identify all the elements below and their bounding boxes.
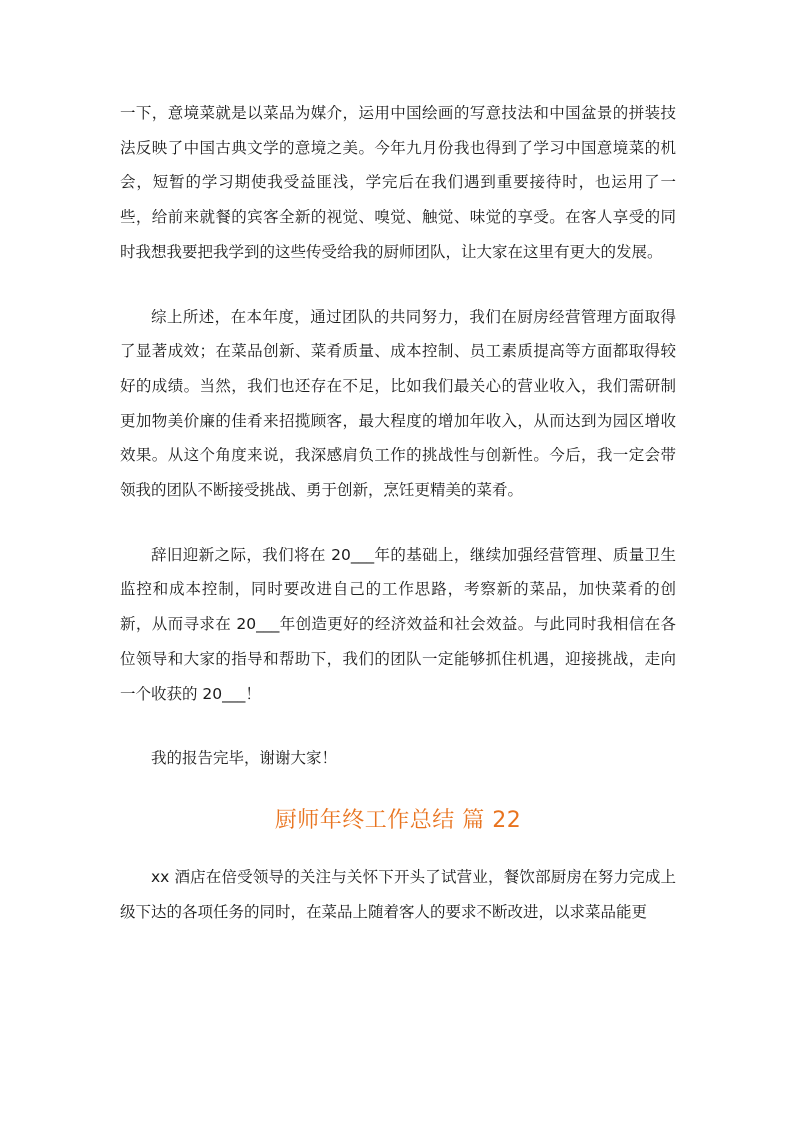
- paragraph-section-intro: xx 酒店在倍受领导的关注与关怀下开头了试营业，餐饮部厨房在努力完成上级下达的各项任务的同时，在菜品上随着客人的要求不断改进，以求菜品能更: [120, 867, 676, 921]
- paragraph-new-year-outlook: 辞旧迎新之际，我们将在 20___年的基础上，继续加强经营管理、质量卫生监控和成本控制，同时要改进自己的工作思路，考察新的菜品，加快菜肴的创新，从而寻求在 20___年创造更好的经济效益和社会效益。与此同时我相信在各位领导和大家的指导和帮助下，我们的团队一定能够抓住机遇，迎接挑战，走向一个收获的 20___！: [120, 545, 676, 703]
- paragraph-closing: 我的报告完毕，谢谢大家！: [151, 749, 338, 768]
- paragraph-summary: 综上所述，在本年度，通过团队的共同努力，我们在厨房经营管理方面取得了显著成效；在菜品创新、菜肴质量、成本控制、员工素质提高等方面都取得较好的成绩。当然，我们也还存在不足，比如我们最关心的营业收入，我们需研制更加物美价廉的佳肴来招揽顾客，最大程度的增加年收入，从而达到为园区增收效果。从这个角度来说，我深感肩负工作的挑战性与创新性。今后，我一定会带领我的团队不断接受挑战、勇于创新，烹饪更精美的菜肴。: [120, 307, 676, 500]
- document-page: [120, 96, 676, 959]
- section-title: 厨师年终工作总结 篇 22: [274, 807, 522, 833]
- paragraph-yijing-cuisine: 一下，意境菜就是以菜品为媒介，运用中国绘画的写意技法和中国盆景的拼装技法反映了中国古典文学的意境之美。今年九月份我也得到了学习中国意境菜的机会，短暂的学习期使我受益匪浅，学完后在我们遇到重要接待时，也运用了一些，给前来就餐的宾客全新的视觉、嗅觉、触觉、味觉的享受。在客人享受的同时我想我要把我学到的这些传受给我的厨师团队，让大家在这里有更大的发展。: [120, 104, 676, 261]
